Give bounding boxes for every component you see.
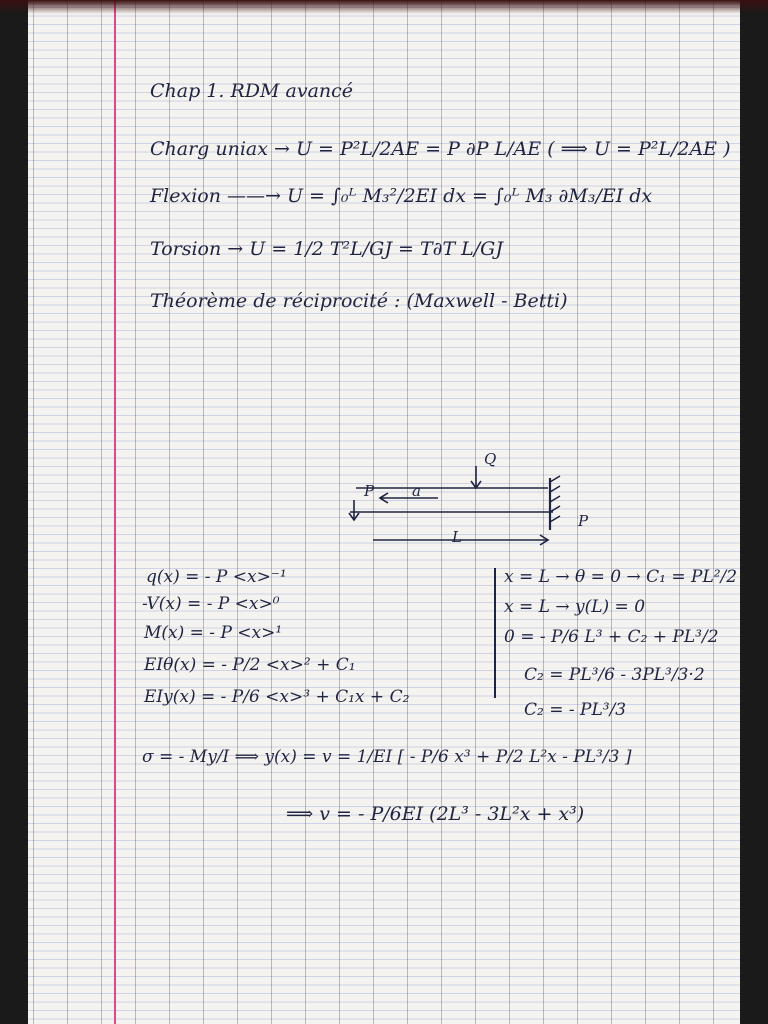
equation-flexion: Flexion ——→ U = ∫₀ᴸ M₃²/2EI dx = ∫₀ᴸ M₃ ∂M₃/EI dx [150,185,653,207]
eq-left-1: q(x) = - P <x>⁻¹ [146,567,287,587]
notebook-page [28,0,740,1024]
label-L: L [452,528,462,546]
page-heading: Chap 1. RDM avancé [150,80,354,102]
eq-right-1: x = L → θ = 0 → C₁ = PL²/2 [504,567,738,587]
eq-right-5: C₂ = - PL³/3 [524,700,627,720]
page-edge-shadow [0,0,768,14]
label-a: a [412,482,421,500]
equation-uniax: Charg uniax → U = P²L/2AE = P ∂P L/AE ( ⟹ U = P²L/2AE ) [150,138,731,160]
beam-diagram [28,0,740,1024]
eq-right-2: x = L → y(L) = 0 [504,597,646,617]
eq-left-2: -V(x) = - P <x>⁰ [142,594,280,614]
eq-right-3: 0 = - P/6 L³ + C₂ + PL³/2 [504,627,719,647]
theorem-line: Théorème de réciprocité : (Maxwell - Betti) [150,290,568,312]
label-P-left: P [364,482,375,500]
label-P-right: P [578,512,589,530]
equation-torsion: Torsion → U = 1/2 T²L/GJ = T∂T L/GJ [150,238,503,260]
eq-left-3: M(x) = - P <x>¹ [144,623,283,643]
eq-left-4: EIθ(x) = - P/2 <x>² + C₁ [144,655,356,675]
eq-left-5: EIy(x) = - P/6 <x>³ + C₁x + C₂ [144,687,410,707]
label-Q: Q [484,450,497,468]
deflection-result: ⟹ v = - P/6EI (2L³ - 3L²x + x³) [286,803,585,825]
deflection-equation: σ = - My/I ⟹ y(x) = v = 1/EI [ - P/6 x³ + P/2 L²x - PL³/3 ] [142,747,632,767]
column-divider [494,568,496,698]
eq-right-4: C₂ = PL³/6 - 3PL³/3·2 [524,665,705,685]
